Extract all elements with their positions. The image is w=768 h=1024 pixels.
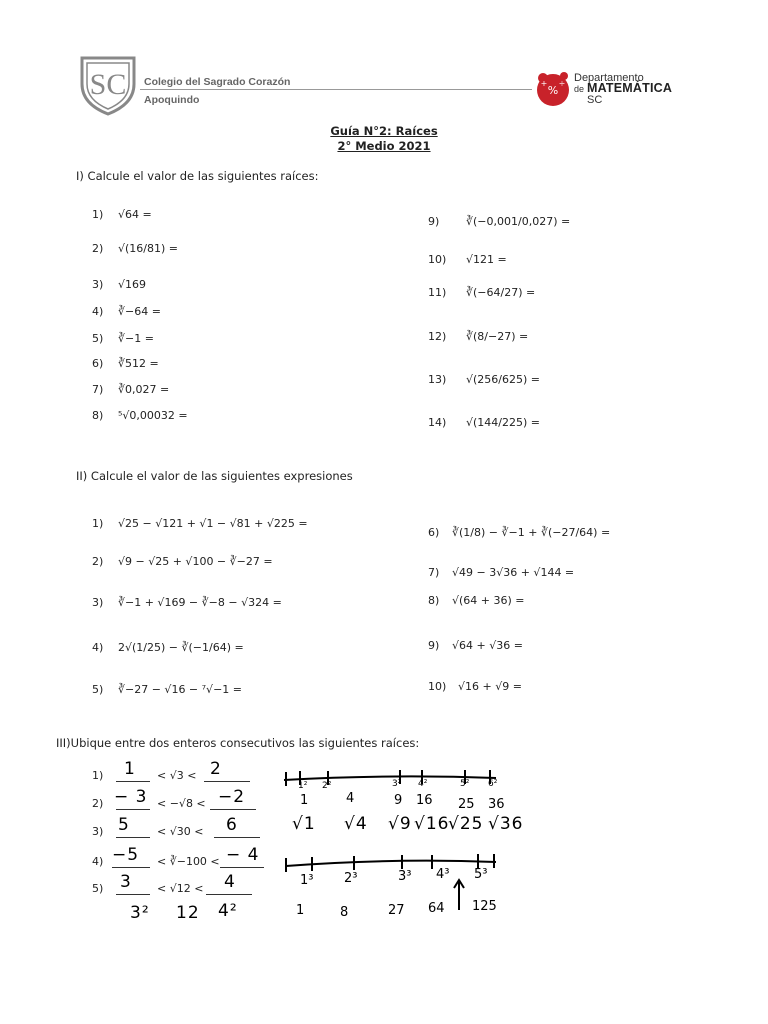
square-value: 9 <box>394 793 403 808</box>
exponent-label: 1³ <box>300 873 314 888</box>
item-number: 3) <box>92 278 104 291</box>
section1-heading: I) Calcule el valor de las siguientes raíces: <box>76 169 319 183</box>
answer-lower: 5 <box>118 815 130 835</box>
item-number: 5) <box>92 683 104 696</box>
answer-blank <box>214 837 260 838</box>
item-expression: < √30 < <box>157 825 204 838</box>
cube-value: 8 <box>340 905 349 920</box>
dept-line4: SC <box>587 94 603 106</box>
school-name: Colegio del Sagrado Corazón <box>144 76 291 88</box>
handwritten-note: 4² <box>218 901 238 921</box>
exponent-label: 4³ <box>436 867 450 882</box>
exponent-label: 4² <box>418 779 428 789</box>
square-value: 4 <box>346 791 355 806</box>
answer-lower: 1 <box>124 759 136 779</box>
item-number: 1) <box>92 769 104 782</box>
item-number: 5) <box>92 332 104 345</box>
item-number: 2) <box>92 555 104 568</box>
handwritten-note: 3² <box>130 903 150 923</box>
item-expression: ∛−1 + √169 − ∛−8 − √324 = <box>118 596 282 609</box>
dept-logo <box>534 70 572 108</box>
item-number: 1) <box>92 517 104 530</box>
item-number: 10) <box>428 253 447 266</box>
item-expression: < ∛−100 < <box>157 855 220 868</box>
item-expression: ⁵√0,00032 = <box>118 409 188 422</box>
dept-line1: Departamento <box>574 72 644 84</box>
item-expression: √49 − 3√36 + √144 = <box>452 566 575 579</box>
item-number: 2) <box>92 242 104 255</box>
exponent-label: 5² <box>460 779 470 789</box>
item-expression: ∛−1 = <box>118 332 154 345</box>
page-title: Guía N°2: Raíces <box>330 124 438 138</box>
item-expression: √121 = <box>466 253 507 266</box>
header-divider <box>140 89 532 90</box>
item-expression: √64 + √36 = <box>452 639 523 652</box>
answer-upper: 4 <box>224 872 236 892</box>
answer-blank <box>206 894 252 895</box>
item-number: 4) <box>92 855 104 868</box>
square-value: 1 <box>300 793 309 808</box>
cube-value: 1 <box>296 903 305 918</box>
section3-heading: III)Ubique entre dos enteros consecutivos las siguientes raíces: <box>56 736 420 750</box>
svg-text:+: + <box>540 79 548 88</box>
number-line-2 <box>282 854 502 878</box>
item-expression: < √12 < <box>157 882 204 895</box>
dept-line3: MATEMÁTICA <box>587 81 673 95</box>
answer-blank <box>116 837 150 838</box>
answer-upper: − 4 <box>226 845 260 865</box>
item-expression: √9 − √25 + √100 − ∛−27 = <box>118 555 273 568</box>
item-expression: < √3 < <box>157 769 197 782</box>
item-expression: ∛(8/−27) = <box>466 330 529 343</box>
answer-lower: − 3 <box>114 787 148 807</box>
root-label: √9 <box>388 814 412 834</box>
answer-upper: 2 <box>210 759 222 779</box>
item-number: 14) <box>428 416 447 429</box>
item-number: 8) <box>92 409 104 422</box>
exponent-label: 2² <box>322 781 332 791</box>
item-number: 1) <box>92 208 104 221</box>
item-expression: √16 + √9 = <box>458 680 522 693</box>
handwritten-note: 12 <box>176 903 200 923</box>
cube-value: 125 <box>472 899 497 914</box>
answer-upper: −2 <box>218 787 246 807</box>
item-expression: ∛0,027 = <box>118 383 170 396</box>
root-label: √36 <box>488 814 524 834</box>
arrow-mark <box>452 878 466 912</box>
answer-blank <box>210 809 256 810</box>
page-subtitle: 2° Medio 2021 <box>337 139 431 153</box>
answer-blank <box>116 781 150 782</box>
answer-blank <box>116 809 150 810</box>
item-expression: √(144/225) = <box>466 416 541 429</box>
root-label: √1 <box>292 814 316 834</box>
item-expression: ∛512 = <box>118 357 159 370</box>
item-number: 4) <box>92 305 104 318</box>
exponent-label: 6² <box>488 779 498 789</box>
svg-text:SC: SC <box>89 68 127 101</box>
item-expression: < −√8 < <box>157 797 206 810</box>
answer-lower: −5 <box>112 845 140 865</box>
root-label: √4 <box>344 814 368 834</box>
item-number: 8) <box>428 594 440 607</box>
svg-text:%: % <box>547 84 559 97</box>
root-label: √25 <box>448 814 484 834</box>
dept-line2: de <box>574 84 585 94</box>
square-value: 25 <box>458 797 475 812</box>
cube-value: 64 <box>428 901 445 916</box>
answer-blank <box>204 781 250 782</box>
answer-blank <box>220 867 264 868</box>
item-number: 7) <box>92 383 104 396</box>
answer-upper: 6 <box>226 815 238 835</box>
item-number: 10) <box>428 680 447 693</box>
item-number: 13) <box>428 373 447 386</box>
exponent-label: 3² <box>392 779 402 789</box>
item-expression: ∛(−64/27) = <box>466 286 536 299</box>
item-expression: ∛(−0,001/0,027) = <box>466 215 571 228</box>
item-expression: √64 = <box>118 208 152 221</box>
item-expression: √169 <box>118 278 147 291</box>
item-number: 4) <box>92 641 104 654</box>
answer-blank <box>116 894 150 895</box>
item-number: 12) <box>428 330 447 343</box>
item-expression: ∛−27 − √16 − ⁷√−1 = <box>118 683 242 696</box>
exponent-label: 3³ <box>398 869 412 884</box>
school-logo <box>78 54 138 116</box>
section2-heading: II) Calcule el valor de las siguientes expresiones <box>76 469 353 483</box>
item-expression: 2√(1/25) − ∛(−1/64) = <box>118 641 244 654</box>
exponent-label: 2³ <box>344 871 358 886</box>
answer-blank <box>112 867 150 868</box>
square-value: 16 <box>416 793 433 808</box>
item-number: 7) <box>428 566 440 579</box>
item-expression: √(256/625) = <box>466 373 541 386</box>
item-number: 11) <box>428 286 447 299</box>
item-number: 2) <box>92 797 104 810</box>
item-number: 3) <box>92 825 104 838</box>
item-number: 9) <box>428 215 440 228</box>
item-expression: √(16/81) = <box>118 242 179 255</box>
item-number: 3) <box>92 596 104 609</box>
item-number: 9) <box>428 639 440 652</box>
item-expression: √(64 + 36) = <box>452 594 525 607</box>
item-number: 6) <box>428 526 440 539</box>
square-value: 36 <box>488 797 505 812</box>
exponent-label: 5³ <box>474 867 488 882</box>
item-expression: ∛(1/8) − ∛−1 + ∛(−27/64) = <box>452 526 611 539</box>
answer-lower: 3 <box>120 872 132 892</box>
item-expression: √25 − √121 + √1 − √81 + √225 = <box>118 517 308 530</box>
item-number: 5) <box>92 882 104 895</box>
exponent-label: 1² <box>298 781 308 791</box>
item-number: 6) <box>92 357 104 370</box>
cube-value: 27 <box>388 903 405 918</box>
svg-text:÷: ÷ <box>558 79 566 88</box>
item-expression: ∛−64 = <box>118 305 161 318</box>
school-campus: Apoquindo <box>144 94 200 106</box>
root-label: √16 <box>414 814 450 834</box>
